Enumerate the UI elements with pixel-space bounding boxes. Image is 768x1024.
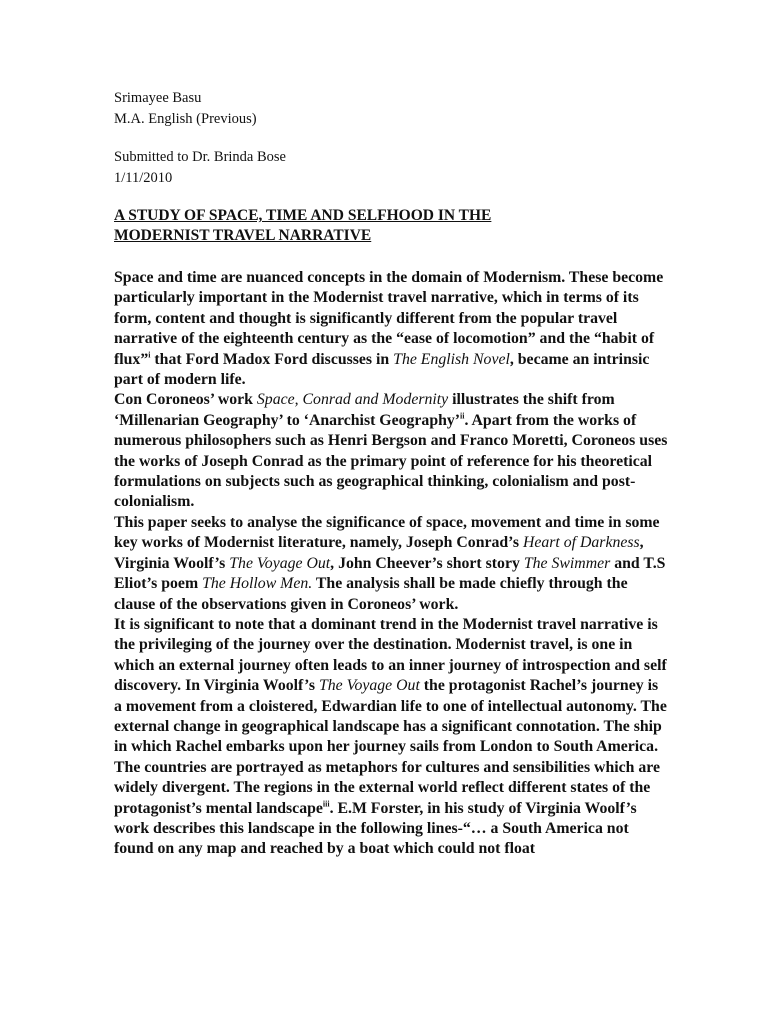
submitted-to: Submitted to Dr. Brinda Bose bbox=[114, 149, 286, 165]
p4-text-a: It is significant to note that a dominant trend in the Modernist travel narrative is the privileging of the journey over the destination. Modernist travel, is one in which an external journey often leads to an inner journey of introspection and self discovery. In Virginia Woolf’s bbox=[114, 615, 667, 695]
p1-text-b: that Ford Madox Ford discusses in bbox=[150, 350, 394, 368]
paragraph-1 bbox=[114, 268, 668, 390]
endnote-i: i bbox=[148, 350, 151, 360]
p2-text-a: Con Coroneos’ work bbox=[114, 391, 257, 409]
p2-italic-title: Space, Conrad and Modernity bbox=[256, 391, 449, 409]
body-text bbox=[114, 268, 668, 860]
p3-italic-1: Heart of Darkness bbox=[522, 534, 640, 552]
author-block bbox=[114, 88, 668, 130]
p1-text-a: Space and time are nuanced concepts in the domain of Modernism. These become particularly important in the Modernist travel narrative, which in terms of its form, content and thought is significantly different from the popular travel narrative of the eighteenth century as the “ease of locomotion” and the “habit of flux” bbox=[114, 269, 664, 368]
p4-text-c: . E.M Forster, in his study of Virginia Woolf’s work describes this landscape in the following lines-“… a South America not found on any map and reached by a boat which could not float bbox=[114, 799, 637, 858]
p2-text-b: illustrates the shift from ‘Millenarian Geography’ to ‘Anarchist Geography’ bbox=[114, 391, 615, 429]
endnote-iii: iii bbox=[322, 799, 330, 809]
p3-text-b: , Virginia Woolf’s bbox=[114, 534, 644, 572]
p1-text-c: , became an intrinsic part of modern life. bbox=[114, 350, 650, 389]
paragraph-3 bbox=[114, 513, 668, 615]
p3-text-a: This paper seeks to analyse the significance of space, movement and time in some key works of Modernist literature, namely, Joseph Conrad’s bbox=[114, 513, 660, 552]
submission-block bbox=[114, 147, 668, 189]
p3-italic-3: The Swimmer bbox=[523, 554, 611, 572]
author-name: Srimayee Basu bbox=[114, 90, 202, 106]
paper-title bbox=[114, 206, 584, 246]
course-name: M.A. English (Previous) bbox=[114, 111, 257, 127]
p3-italic-4: The Hollow Men. bbox=[202, 575, 313, 593]
p4-text-b: the protagonist Rachel’s journey is a movement from a cloistered, Edwardian life to one of intellectual autonomy. The external change in geographical landscape has a significant connotation. The ship in which Rachel embarks upon her journey sails from London to South America. The countries are portrayed as metaphors for cultures and sensibilities which are widely divergent. The regions in the external world reflect different states of the protagonist’s mental landscape bbox=[114, 677, 667, 817]
p3-text-d: and T.S Eliot’s poem bbox=[114, 554, 666, 593]
title-line-2: MODERNIST TRAVEL NARRATIVE bbox=[114, 227, 372, 244]
title-line-1: A STUDY OF SPACE, TIME AND SELFHOOD IN THE bbox=[114, 207, 492, 224]
p1-italic-title: The English Novel bbox=[393, 350, 510, 368]
p4-italic-title: The Voyage Out bbox=[318, 677, 420, 695]
p3-italic-2: The Voyage Out bbox=[229, 554, 331, 572]
endnote-ii: ii bbox=[460, 411, 465, 421]
p2-text-c: . Apart from the works of numerous philosophers such as Henri Bergson and Franco Moretti, Coroneos uses the works of Joseph Conrad as the primary point of reference for his theoretical formulations on subjects such as geographical thinking, colonialism and post-colonialism. bbox=[114, 411, 668, 511]
p3-text-c: , John Cheever’s short story bbox=[330, 554, 524, 572]
submission-date: 1/11/2010 bbox=[114, 170, 173, 186]
paragraph-2 bbox=[114, 390, 668, 512]
paragraph-4 bbox=[114, 615, 668, 860]
p3-text-e: The analysis shall be made chiefly through the clause of the observations given in Coroneos’ work. bbox=[114, 575, 628, 613]
